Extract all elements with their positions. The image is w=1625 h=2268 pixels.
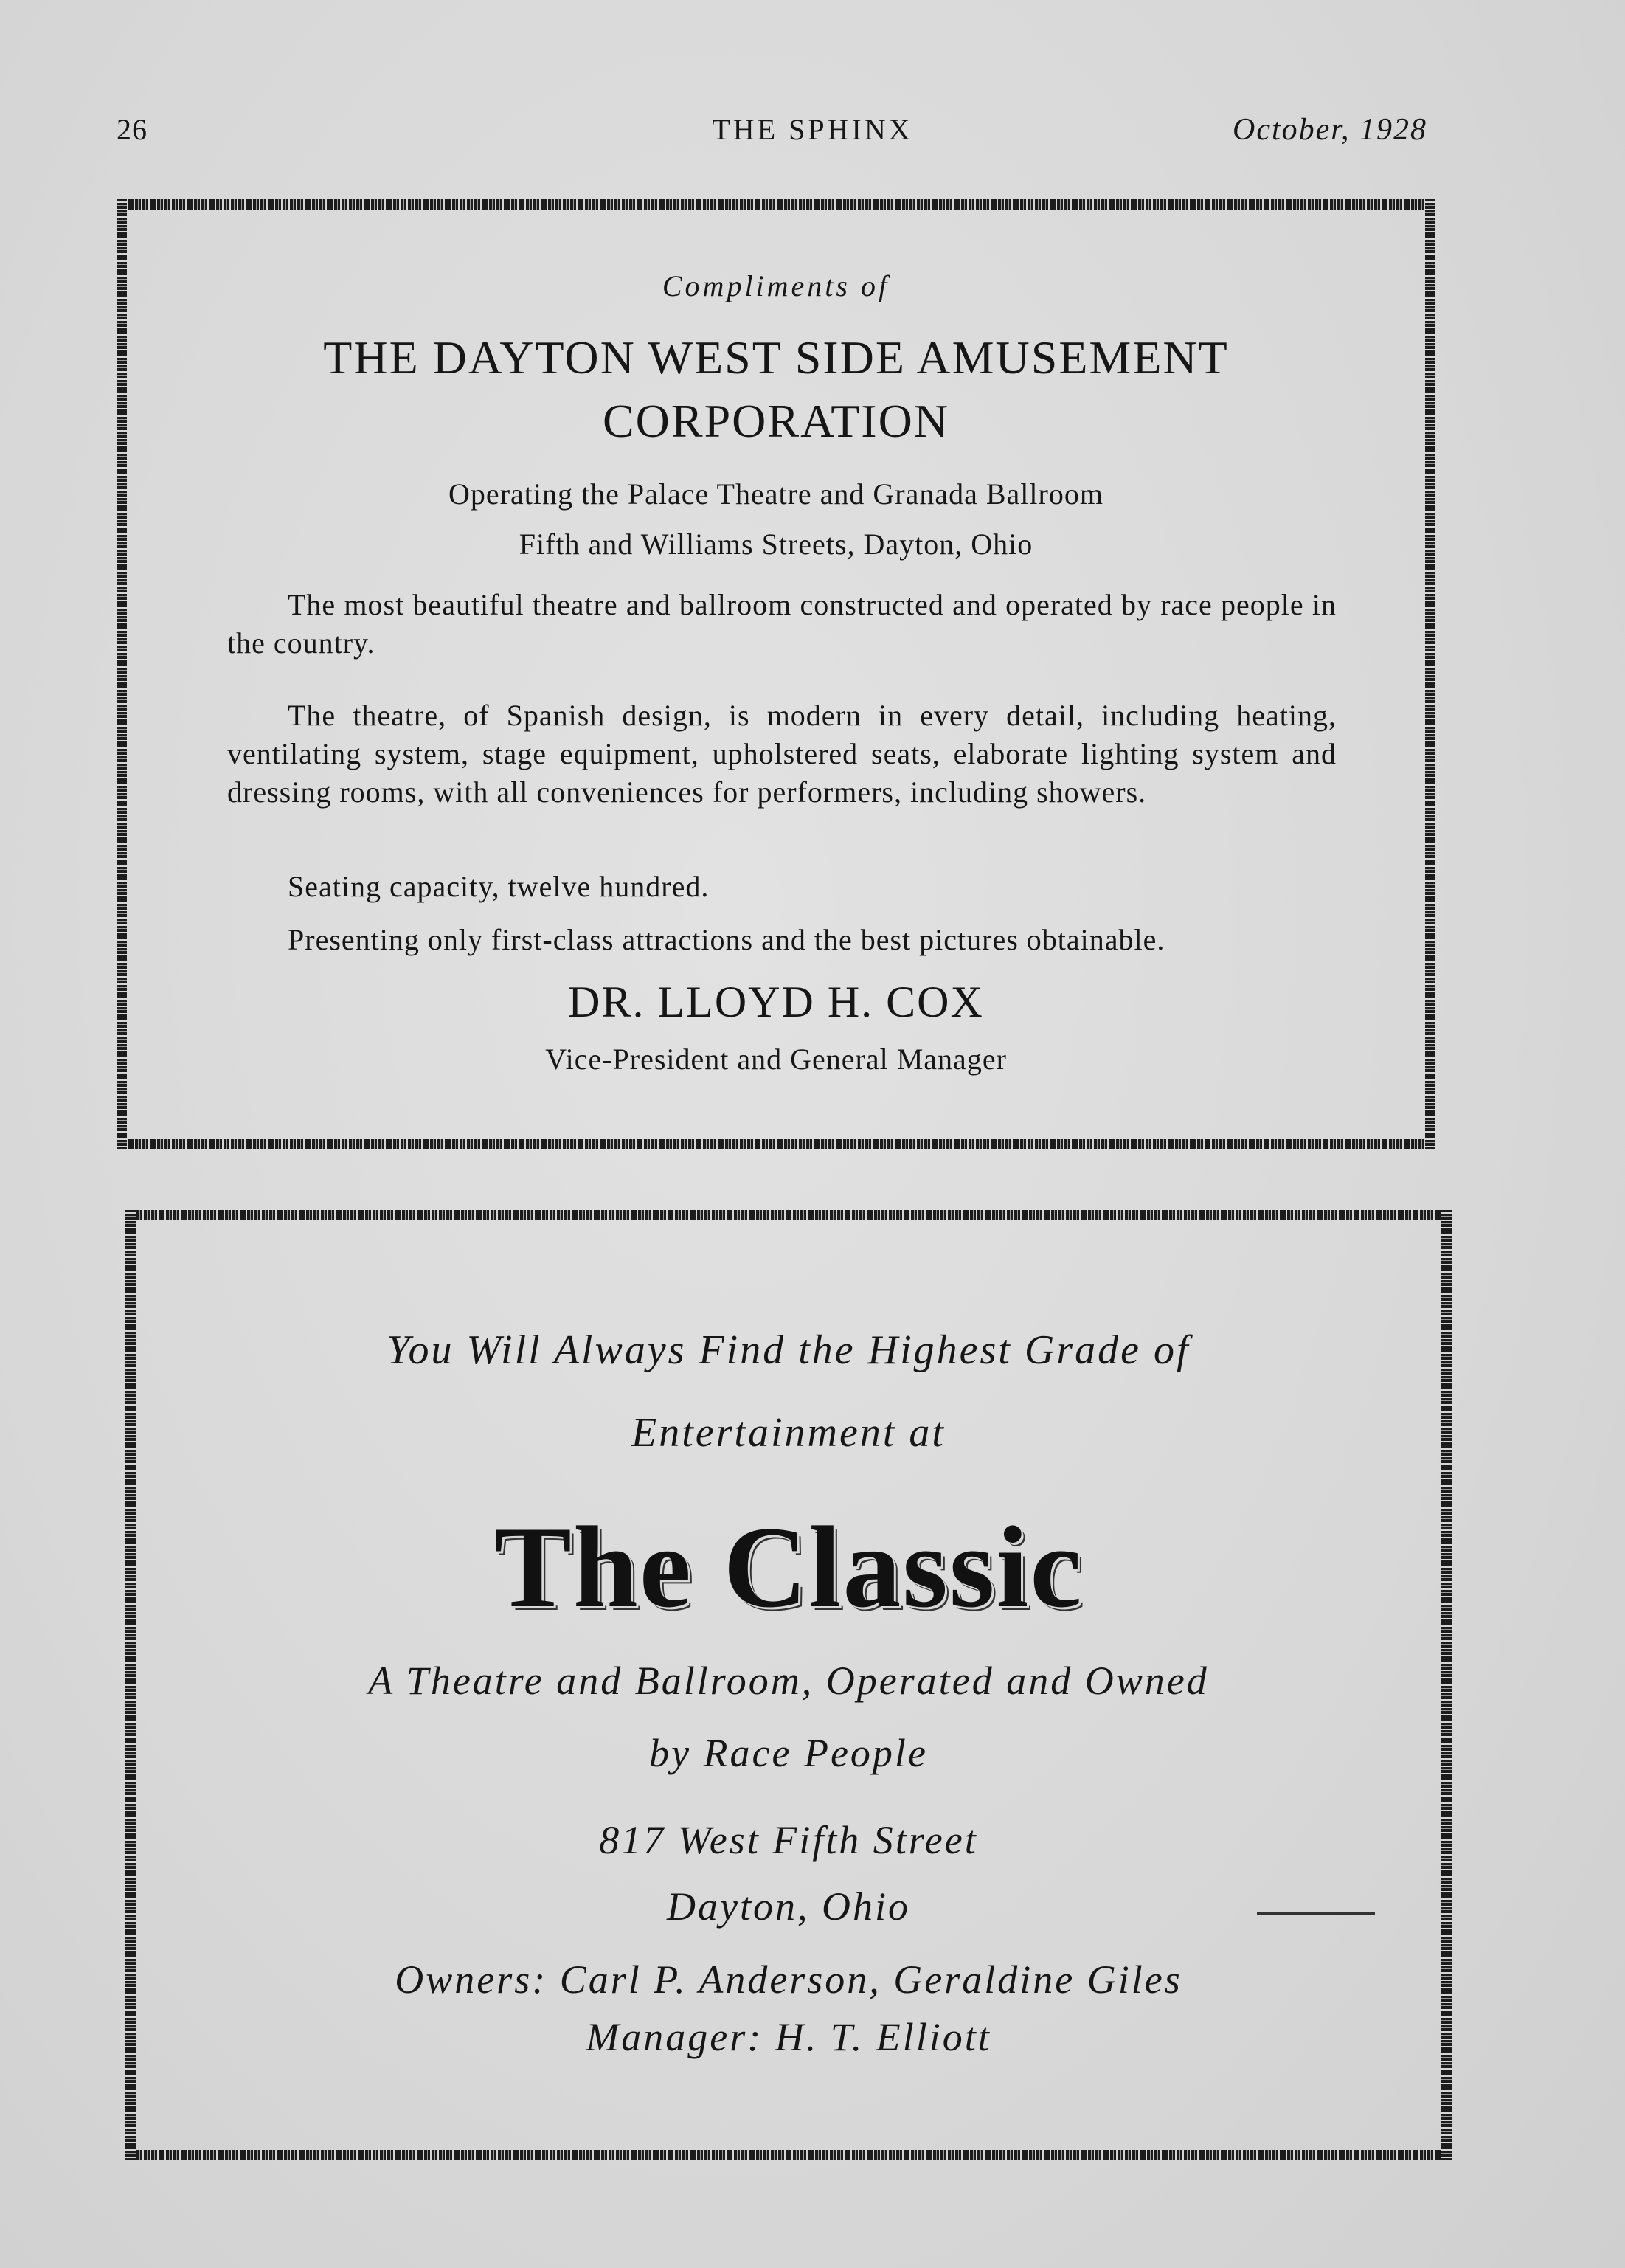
theatre-description [136, 1645, 1441, 1789]
operating-details [127, 469, 1425, 570]
operating-line-2: Fifth and Williams Streets, Dayton, Ohio [519, 528, 1033, 561]
theatre-address [136, 1807, 1441, 1940]
paragraph-spanish-design: The theatre, of Spanish design, is modern in every detail, including heating, ventilating system, stage equipment, upholstered seats, elaborate lighting system and dressing rooms, with all conveniences for performers, including showers. [227, 699, 1337, 809]
manager-line: Manager: H. T. Elliott [586, 2015, 991, 2059]
address-line-2: Dayton, Ohio [667, 1884, 910, 1929]
running-head [0, 112, 1625, 156]
description-line-2: by Race People [649, 1731, 928, 1775]
description-line-1: A Theatre and Ballroom, Operated and Owned [368, 1659, 1209, 1703]
journal-title: THE SPHINX [712, 113, 913, 146]
pencil-stroke [1257, 1912, 1375, 1915]
tagline-line-2: Entertainment at [631, 1410, 946, 1456]
theatre-name: The Classic [493, 1503, 1084, 1632]
tagline [136, 1309, 1441, 1474]
corporation-name [127, 326, 1425, 453]
owners-line: Owners: Carl P. Anderson, Geraldine Giles [395, 1957, 1182, 2002]
corporation-name-line-2: CORPORATION [602, 395, 950, 447]
operating-line-1: Operating the Palace Theatre and Granada Ballroom [448, 477, 1103, 511]
paragraph-seating-capacity: Seating capacity, twelve hundred. [288, 870, 710, 903]
paragraph-attractions: Presenting only first-class attractions and the best pictures obtainable. [288, 923, 1165, 956]
compliments-line: Compliments of [662, 269, 890, 302]
classic-theatre-advertisement [125, 1210, 1452, 2160]
tagline-line-1: You Will Always Find the Highest Grade of [387, 1327, 1191, 1373]
page-number: 26 [117, 113, 148, 146]
address-line-1: 817 West Fifth Street [599, 1818, 978, 1862]
corporation-name-line-1: THE DAYTON WEST SIDE AMUSEMENT [323, 331, 1229, 384]
issue-date: October, 1928 [1233, 113, 1427, 147]
manager-name: DR. LLOYD H. COX [568, 978, 984, 1026]
manager-title: Vice-President and General Manager [545, 1043, 1007, 1076]
paragraph-beautiful-theatre: The most beautiful theatre and ballroom constructed and operated by race people in the country. [227, 588, 1337, 660]
dayton-amusement-advertisement [117, 199, 1435, 1149]
owners-block [136, 1951, 1441, 2066]
